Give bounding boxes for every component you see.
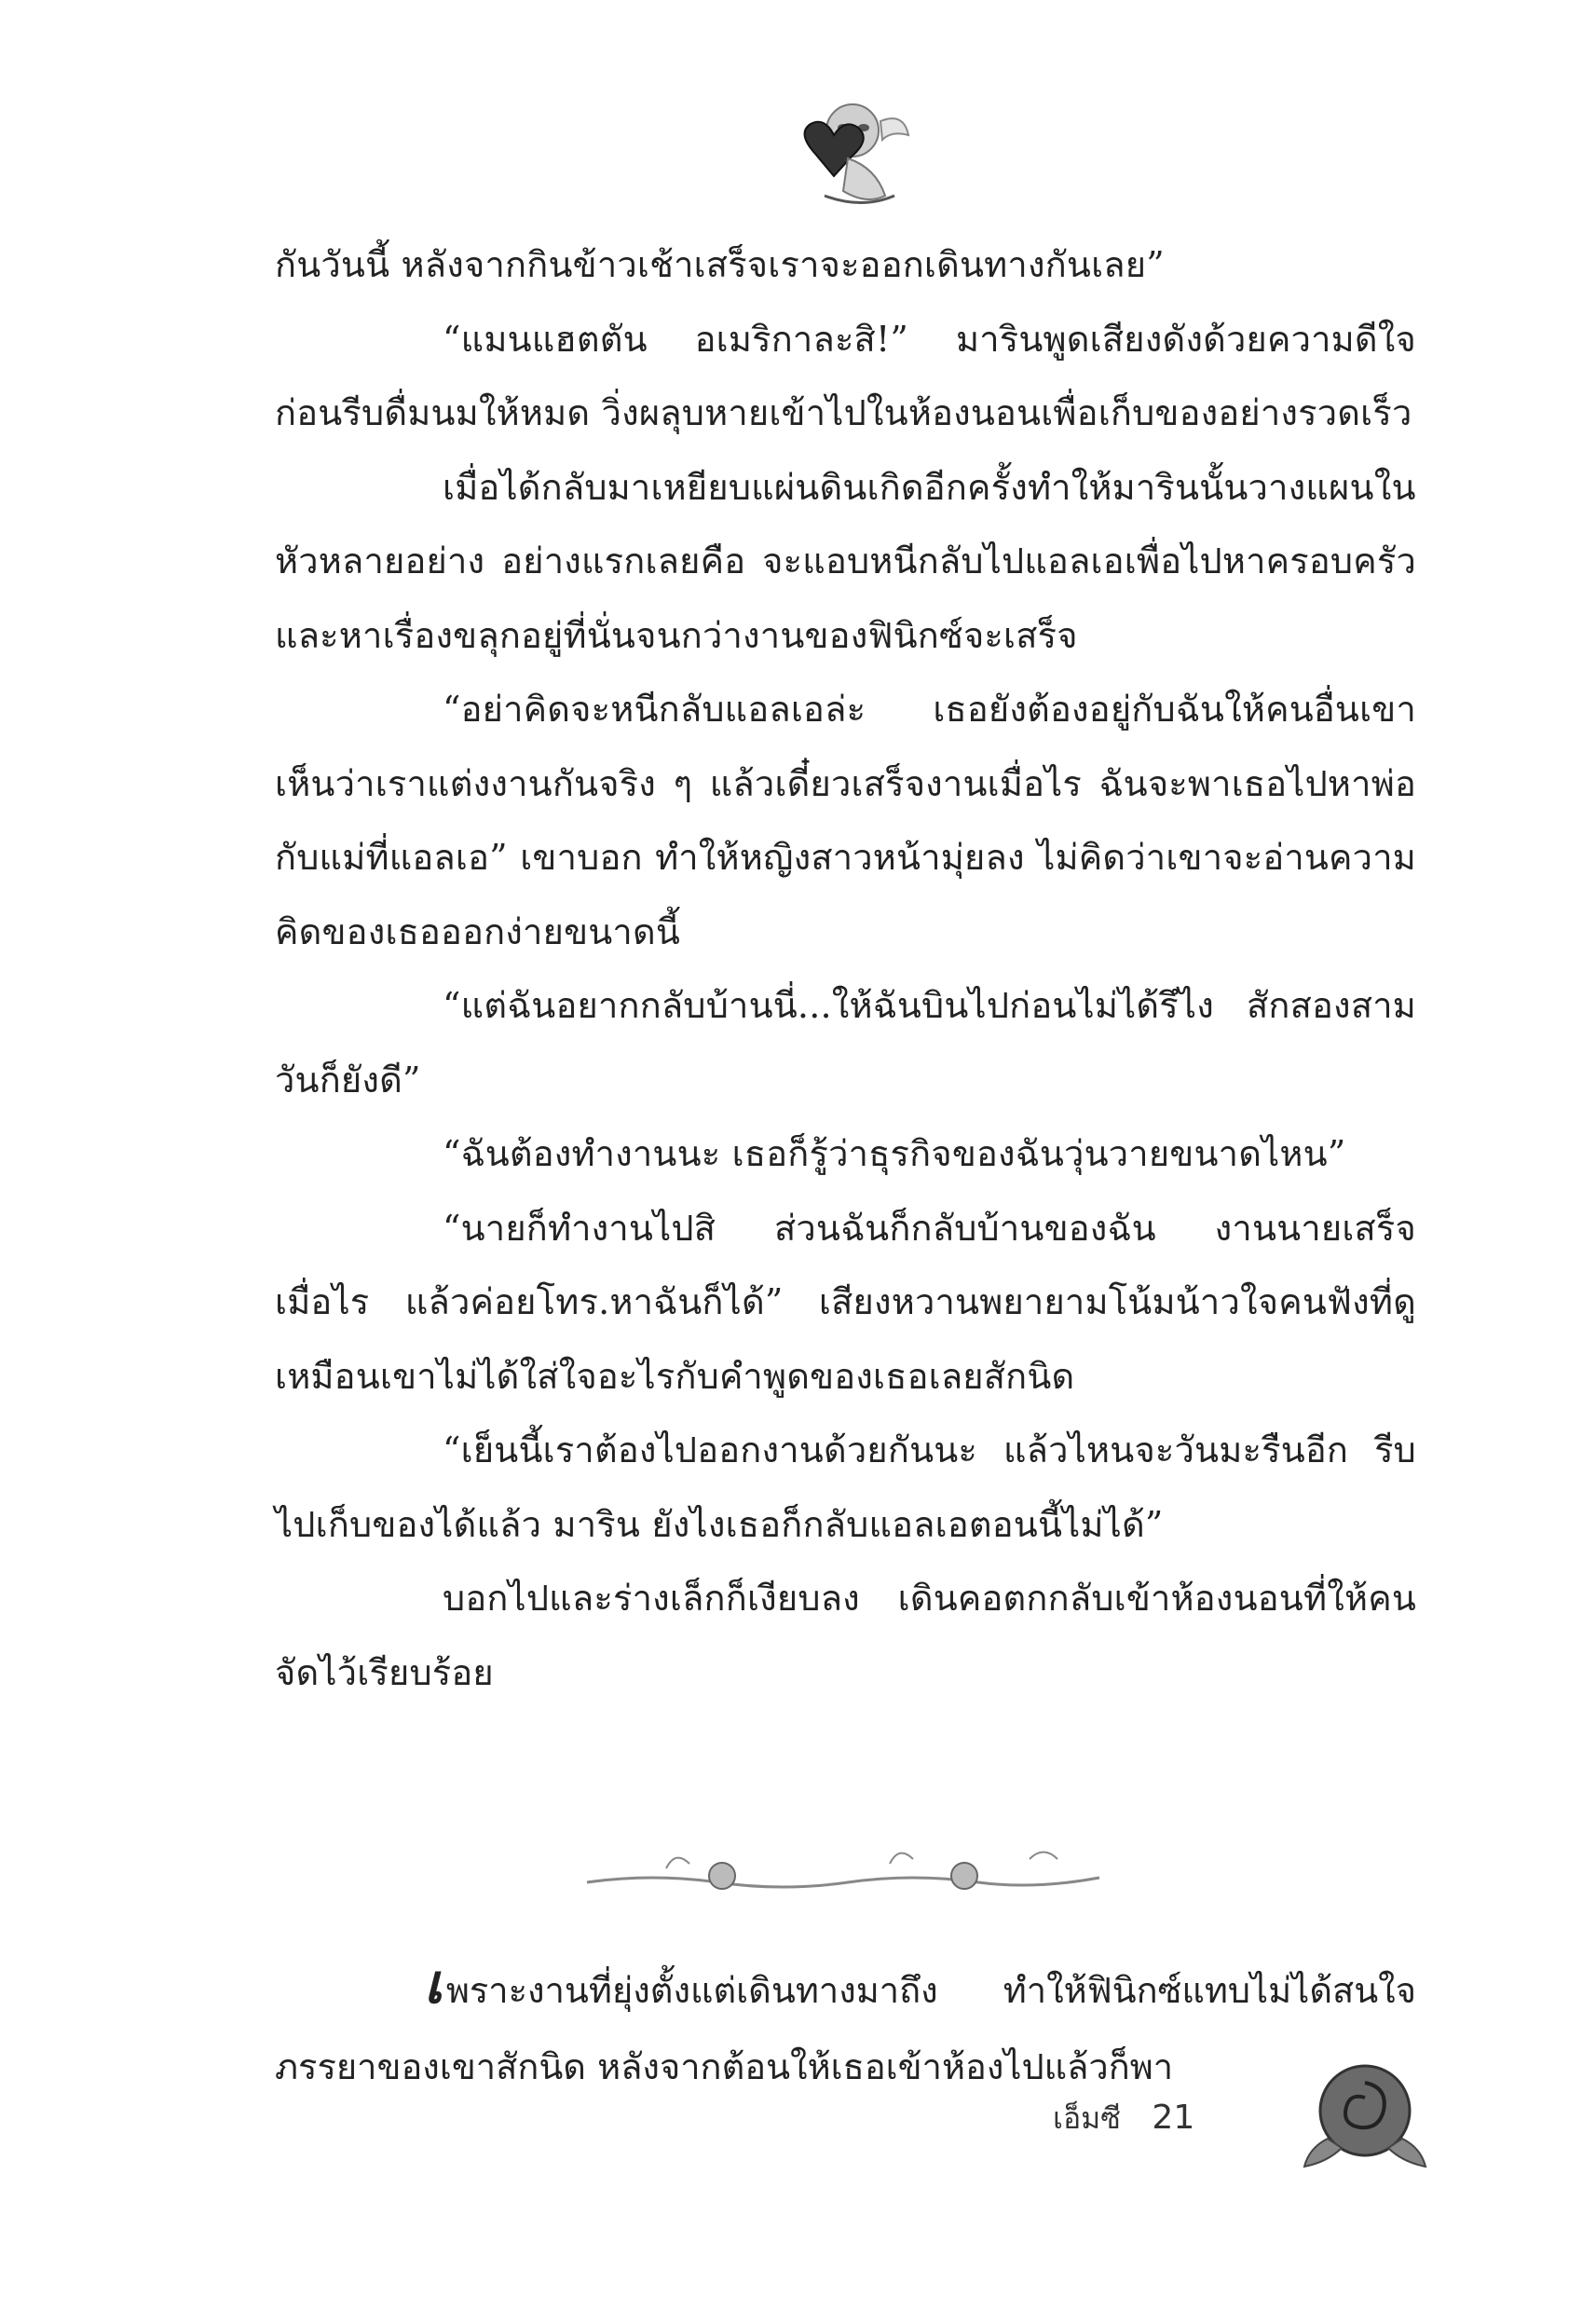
new-section-text: [275, 1952, 1416, 2105]
paragraph-5: “แต่ฉันอยากกลับบ้านนี่...ให้ฉันบินไปก่อนไม่ได้รึไง สักสองสามวันก็ยังดี”: [275, 985, 1416, 1101]
paragraph-7: “นายก็ทำงานไปสิ ส่วนฉันก็กลับบ้านของฉัน งานนายเสร็จเมื่อไร แล้วค่อยโทร.หาฉันก็ได้” เสียงหวานพยายามโน้มน้าวใจคนฟังที่ดูเหมือนเขาไม่ได้ใส่ใจอะไรกับคำพูดของเธอเลยสักนิด: [275, 1207, 1416, 1397]
rose-icon: [1300, 2045, 1430, 2176]
paragraph-4: “อย่าคิดจะหนีกลับแอลเอล่ะ เธอยังต้องอยู่กับฉันให้คนอื่นเขาเห็นว่าเราแต่งงานกันจริง ๆ แล้วเดี๋ยวเสร็จงานเมื่อไร ฉันจะพาเธอไปหาพ่อกับแม่ที่แอลเอ” เขาบอก ทำให้หญิงสาวหน้ามุ่ยลง ไม่คิดว่าเขาจะอ่านความคิดของเธอออกง่ายขนาดนี้: [275, 689, 1416, 952]
author-name: เอ็มซี: [1053, 2100, 1121, 2136]
paragraph-9: บอกไปและร่างเล็กก็เงียบลง เดินคอตกกลับเข้าห้องนอนที่ให้คนจัดไว้เรียบร้อย: [275, 1578, 1416, 1693]
paragraph-1: กันวันนี้ หลังจากกินข้าวเช้าเสร็จเราจะออกเดินทางกันเลย”: [275, 244, 1165, 285]
section-opening-text: พราะงานที่ยุ่งตั้งแต่เดินทางมาถึง ทำให้ฟินิกซ์แทบไม่ได้สนใจภรรยาของเขาสักนิด หลังจากต้อนให้เธอเข้าห้องไปแล้วก็พา: [275, 1970, 1416, 2087]
floral-divider-icon: [582, 1840, 1104, 1906]
paragraph-6: “ฉันต้องทำงานนะ เธอก็รู้ว่าธุรกิจของฉันวุ่นวายขนาดไหน”: [443, 1133, 1346, 1174]
page-footer: [1053, 2095, 1194, 2142]
cupid-heart-icon: [778, 89, 918, 219]
chapter-body-text: [275, 228, 1416, 1710]
paragraph-8: “เย็นนี้เราต้องไปออกงานด้วยกันนะ แล้วไหนจะวันมะรืนอีก รีบไปเก็บของได้แล้ว มาริน ยังไงเธอก็กลับแอลเอตอนนี้ไม่ได้”: [275, 1429, 1416, 1545]
drop-cap: เ: [424, 1952, 443, 2016]
page-number: 21: [1152, 2099, 1195, 2137]
paragraph-3: เมื่อได้กลับมาเหยียบแผ่นดินเกิดอีกครั้งทำให้มารินนั้นวางแผนในหัวหลายอย่าง อย่างแรกเลยคือ จะแอบหนีกลับไปแอลเอเพื่อไปหาครอบครัวและหาเรื่องขลุกอยู่ที่นั่นจนกว่างานของฟินิกซ์จะเสร็จ: [275, 466, 1416, 656]
paragraph-2: “แมนแฮตตัน อเมริกาละสิ!” มารินพูดเสียงดังด้วยความดีใจ ก่อนรีบดื่มนมให้หมด วิ่งผลุบหายเข้าไปในห้องนอนเพื่อเก็บของอย่างรวดเร็ว: [275, 318, 1416, 433]
